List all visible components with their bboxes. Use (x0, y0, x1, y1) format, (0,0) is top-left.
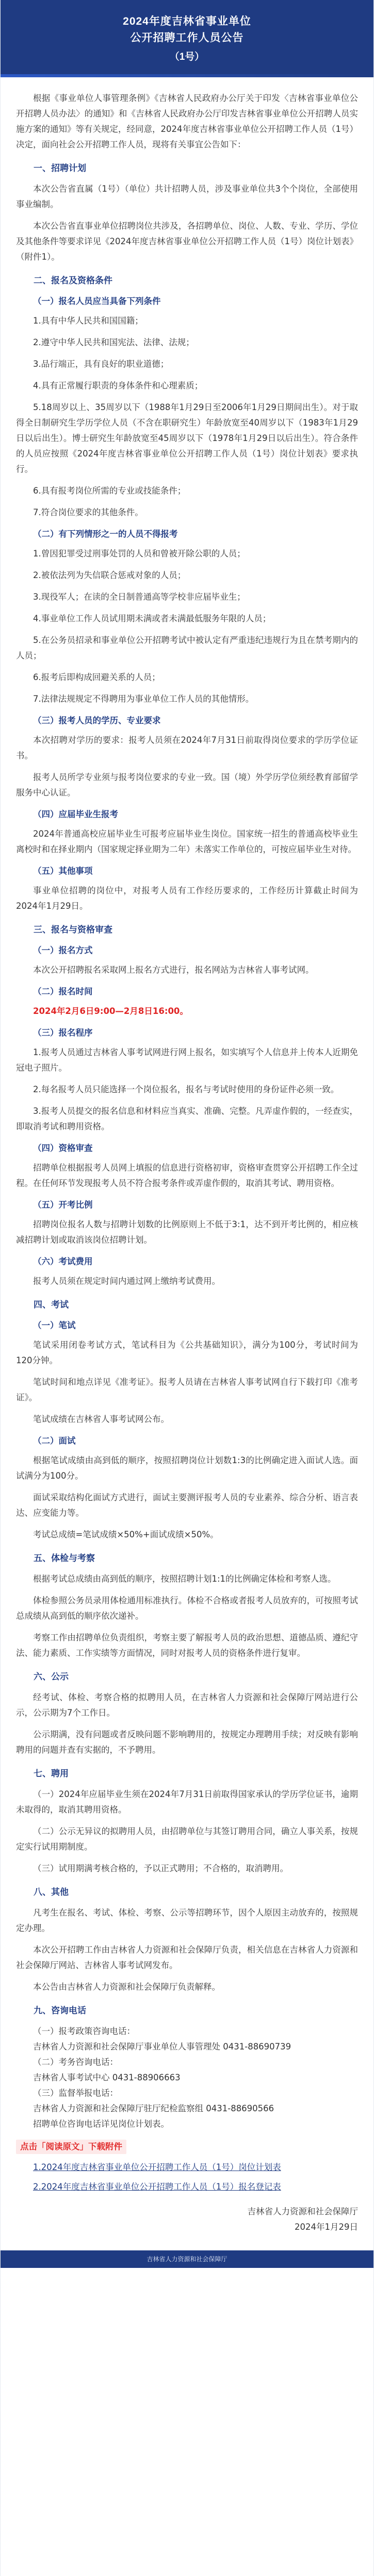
body-paragraph: 事业单位招聘的岗位中，对报考人员有工作经历要求的，工作经历计算截止时间为2024年1月29日。 (16, 886, 358, 911)
body-paragraph: 2.每名报考人员只能选择一个岗位报名，报名与考试时使用的身份证件必须一致。 (33, 1084, 339, 1094)
annex-label[interactable]: 点击「阅读原文」下载附件 (16, 2140, 126, 2154)
subsection-heading: （二）面试 (33, 1436, 76, 1446)
body-paragraph: 考察工作由招聘单位负责组织，考察主要了解报考人员的政治思想、道德品质、遵纪守法、能力素质、工作实绩等方面情况，同时对报考人员的资格条件进行复审。 (16, 1633, 358, 1658)
contact-heading: 九、咨询电话 (34, 2006, 86, 2016)
subsection-heading: （一）报名人员应当具备下列条件 (33, 296, 161, 306)
subsection-heading: （二）报名时间 (33, 987, 93, 996)
banner-title-line1: 2024年度吉林省事业单位 (123, 15, 251, 27)
section (16, 1766, 358, 1876)
section (16, 1551, 358, 1661)
signature-org: 吉林省人力资源和社会保障厅 (247, 2207, 358, 2216)
body-paragraph: 报考人员所学专业须与报考岗位要求的专业一致。国（境）外学历学位须经教育部留学服务中心认证。 (16, 772, 358, 798)
body-paragraph: 笔试时间和地点详见《准考证》。报考人员请在吉林省人事考试网自行下载打印《准考证》。 (16, 1377, 358, 1402)
body-paragraph: 7.符合岗位要求的其他条件。 (33, 507, 143, 517)
annex-items (16, 2160, 358, 2195)
body-paragraph: 体检参照公务员录用体检通用标准执行。体检不合格或者报考人员放弃的，可按照考试总成绩从高到低的顺序依次递补。 (16, 1596, 358, 1621)
section-heading: 一、招聘计划 (34, 163, 86, 174)
section (16, 922, 358, 1289)
body-paragraph: 4.事业单位工作人员试用期未满或者未满最低服务年限的人员； (33, 614, 271, 623)
body-paragraph: 1.曾因犯罪受过刑事处罚的人员和曾被开除公职的人员； (33, 549, 246, 558)
section-heading: 四、考试 (34, 1300, 69, 1310)
body-paragraph: 5.在公务员招录和事业单位公开招聘考试中被认定有严重违纪违规行为且在禁考期内的人员； (16, 635, 358, 660)
subsection-heading: （三）报名程序 (33, 1028, 93, 1038)
body-paragraph: 1.报考人员通过吉林省人事考试网进行网上报名，如实填写个人信息并上传本人近期免冠电子照片。 (16, 1047, 358, 1073)
body-paragraph: 6.报考后即构成回避关系的人员； (33, 672, 160, 682)
body-paragraph: 考试总成绩=笔试成绩×50%+面试成绩×50%。 (33, 1530, 219, 1539)
body-paragraph: 5.18周岁以上、35周岁以下（1988年1月29日至2006年1月29日期间出生）。对于取得全日制研究生学历学位人员（不含在职研究生）年龄放宽至40周岁以下（1983年1月29日以后出生）。博士研究生年龄放宽至45周岁以下（1978年1月29日以后出生）。符合条件的人员应按照《2024年度吉林省事业单位公开招聘工作人员（1号）岗位计划表》要求执行。 (16, 402, 358, 474)
signature-block (16, 2204, 358, 2235)
body-paragraph: 本次公开招聘报名采取网上报名方式进行，报名网站为吉林省人事考试网。 (33, 965, 314, 975)
contact-line: （一）报考政策咨询电话： (33, 2026, 135, 2036)
subsection-heading: （一）报名方式 (33, 945, 93, 955)
body-paragraph: 3.品行端正，具有良好的职业道德； (33, 359, 169, 369)
banner-title-line3: （1号） (169, 52, 205, 62)
subsection-heading: （二）有下列情形之一的人员不得报考 (33, 529, 178, 539)
body-paragraph: 2.遵守中华人民共和国宪法、法律、法规； (33, 337, 194, 347)
section-heading: 六、公示 (34, 1672, 69, 1682)
section-heading: 八、其他 (34, 1887, 69, 1897)
body-paragraph: 本次公告省直属（1号）（单位）共计招聘人员，涉及事业单位共3个个岗位，全部使用事业编制。 (16, 184, 358, 209)
contact-note: 招聘单位咨询电话详见岗位计划表。 (33, 2119, 169, 2129)
body-paragraph: 招聘单位根据报考人员网上填报的信息进行资格初审，资格审查贯穿公开招聘工作全过程。在任何环节发现报考人员不符合报考条件或弄虚作假的，取消其考试、聘用资格。 (16, 1163, 358, 1188)
body-paragraph: 7.法律法规规定不得聘用为事业单位工作人员的其他情形。 (33, 694, 254, 704)
announcement-banner (1, 0, 373, 74)
section (16, 1885, 358, 1995)
body-paragraph: （二）公示无异议的拟聘用人员，由招聘单位与其签订聘用合同，确立人事关系，按规定实行试用期制度。 (16, 1826, 358, 1852)
subsection-heading: （五）开考比例 (33, 1200, 93, 1210)
annex-section (16, 2139, 358, 2195)
section (16, 273, 358, 914)
contact-line: 吉林省人事考试中心 0431-88906663 (33, 2073, 181, 2082)
section (16, 1669, 358, 1758)
body-paragraph: 根据考试总成绩由高到低的顺序，按照招聘计划1:1的比例确定体检和考察人选。 (33, 1574, 336, 1584)
banner-title-line2: 公开招聘工作人员公告 (130, 32, 244, 44)
subsection-heading: （六）考试费用 (33, 1257, 93, 1266)
annex-link[interactable]: 2.2024年度吉林省事业单位公开招聘工作人员（1号）报名登记表 (33, 2182, 281, 2192)
annex-link[interactable]: 1.2024年度吉林省事业单位公开招聘工作人员（1号）岗位计划表 (33, 2162, 281, 2172)
contact-line: 吉林省人力资源和社会保障厅驻厅纪检监察组 0431-88690566 (33, 2104, 274, 2113)
body-paragraph: 2024年普通高校应届毕业生可报考应届毕业生岗位。国家统一招生的普通高校毕业生离校时和在择业期内（国家规定择业期为二年）未落实工作单位的，可按应届毕业生对待。 (16, 829, 358, 854)
contact-line: （二）考务咨询电话： (33, 2057, 118, 2067)
body-paragraph: 经考试、体检、考察合格的拟聘用人员，在吉林省人力资源和社会保障厅网站进行公示，公示期为7个工作日。 (16, 1692, 358, 1718)
section-heading: 三、报名与资格审查 (34, 925, 112, 935)
body-paragraph: 3.现役军人；在读的全日制普通高等学校非应届毕业生； (33, 592, 246, 602)
body-paragraph: 6.具有报考岗位所需的专业或技能条件； (33, 486, 186, 496)
subsection-heading: （一）笔试 (33, 1320, 76, 1330)
body-paragraph: 面试采取结构化面试方式进行，面试主要测评报考人员的专业素养、综合分析、语言表达、应变能力等。 (16, 1493, 358, 1518)
body-paragraph: 公示期满，没有问题或者反映问题不影响聘用的，按规定办理聘用手续；对反映有影响聘用的问题并查有实据的，不予聘用。 (16, 1730, 358, 1755)
body-paragraph: 凡考生在报名、考试、体检、考察、公示等招聘环节，因个人原因主动放弃的，按照规定办理。 (16, 1908, 358, 1933)
body-paragraph: 本次招聘对学历的要求：报考人员须在2024年7月31日前取得岗位要求的学历学位证书。 (16, 735, 358, 760)
body-paragraph: 4.具有正常履行职责的身体条件和心理素质； (33, 381, 203, 391)
section-heading: 五、体检与考察 (34, 1553, 95, 1564)
contact-line: （三）监督举报电话： (33, 2088, 118, 2098)
body-paragraph: 本公告由吉林省人力资源和社会保障厅负责解释。 (33, 1982, 220, 1992)
signature-date: 2024年1月29日 (295, 2222, 358, 2232)
subsection-heading: （三）报考人员的学历、专业要求 (33, 716, 161, 725)
article-body (1, 77, 373, 2250)
body-paragraph: 本次公开招聘工作由吉林省人力资源和社会保障厅负责，相关信息在吉林省人力资源和社会保障厅网站、吉林省人事考试网发布。 (16, 1945, 358, 1970)
body-paragraph: 2.被依法列为失信联合惩戒对象的人员； (33, 570, 186, 580)
contact-section (16, 2003, 358, 2132)
contact-lines (16, 2024, 358, 2116)
body-paragraph: 1.具有中华人民共和国国籍； (33, 316, 143, 326)
body-paragraph: 笔试成绩在吉林省人事考试网公布。 (33, 1414, 169, 1424)
body-paragraph: （一）2024年应届毕业生须在2024年7月31日前取得国家承认的学历学位证书，逾期未取得的，取消其聘用资格。 (16, 1789, 358, 1815)
body-paragraph: （三）试用期满考核合格的，予以正式聘用；不合格的，取消聘用。 (33, 1863, 288, 1873)
body-paragraph: 笔试采用闭卷考试方式，笔试科目为《公共基础知识》，满分为100分，考试时间为120分钟。 (16, 1340, 358, 1365)
annex-label-row (16, 2139, 358, 2155)
subsection-heading: （四）应届毕业生报考 (33, 809, 118, 819)
body-paragraph: 招聘岗位报名人数与招聘计划数的比例原则上不低于3:1，达不到开考比例的，相应核减招聘计划或取消该岗位招聘计划。 (16, 1219, 358, 1245)
body-paragraph: 3.报考人员提交的报名信息和材料应当真实、准确、完整。凡弄虚作假的，一经查实，即取消考试和聘用资格。 (16, 1106, 358, 1131)
body-paragraph: 报考人员须在规定时间内通过网上缴纳考试费用。 (33, 1276, 220, 1286)
page-footer: 吉林省人力资源和社会保障厅 (1, 2250, 373, 2268)
section-heading: 七、聘用 (34, 1769, 69, 1779)
sections-container (16, 161, 358, 1995)
contact-line: 吉林省人力资源和社会保障厅事业单位人事管理处 0431-88690739 (33, 2042, 291, 2052)
highlight-text: 2024年2月6日9:00—2月8日16:00。 (33, 1006, 188, 1016)
intro-paragraph: 根据《事业单位人事管理条例》《吉林省人民政府办公厅关于印发〈吉林省事业单位公开招聘人员办法〉的通知》和《吉林省人民政府办公厅印发吉林省事业单位公开招聘人员实施方案的通知》等有关规定，经同意，2024年度吉林省事业单位公开招聘工作人员（1号）决定，面向社会公开招聘工作人员，现将有关事宜公告如下： (16, 93, 358, 149)
body-paragraph: 根据笔试成绩由高到低的顺序，按照招聘岗位计划数1:3的比例确定进入面试人选。面试满分为100分。 (16, 1455, 358, 1481)
subsection-heading: （五）其他事项 (33, 866, 93, 876)
subsection-heading: （四）资格审查 (33, 1143, 93, 1153)
section-heading: 二、报名及资格条件 (34, 276, 112, 286)
body-paragraph: 本次公告省直事业单位招聘岗位共涉及，各招聘单位、岗位、人数、专业、学历、学位及其他条件等要求详见《2024年度吉林省事业单位公开招聘工作人员（1号）岗位计划表》（附件1）。 (16, 221, 358, 262)
section (16, 161, 358, 265)
section (16, 1297, 358, 1543)
